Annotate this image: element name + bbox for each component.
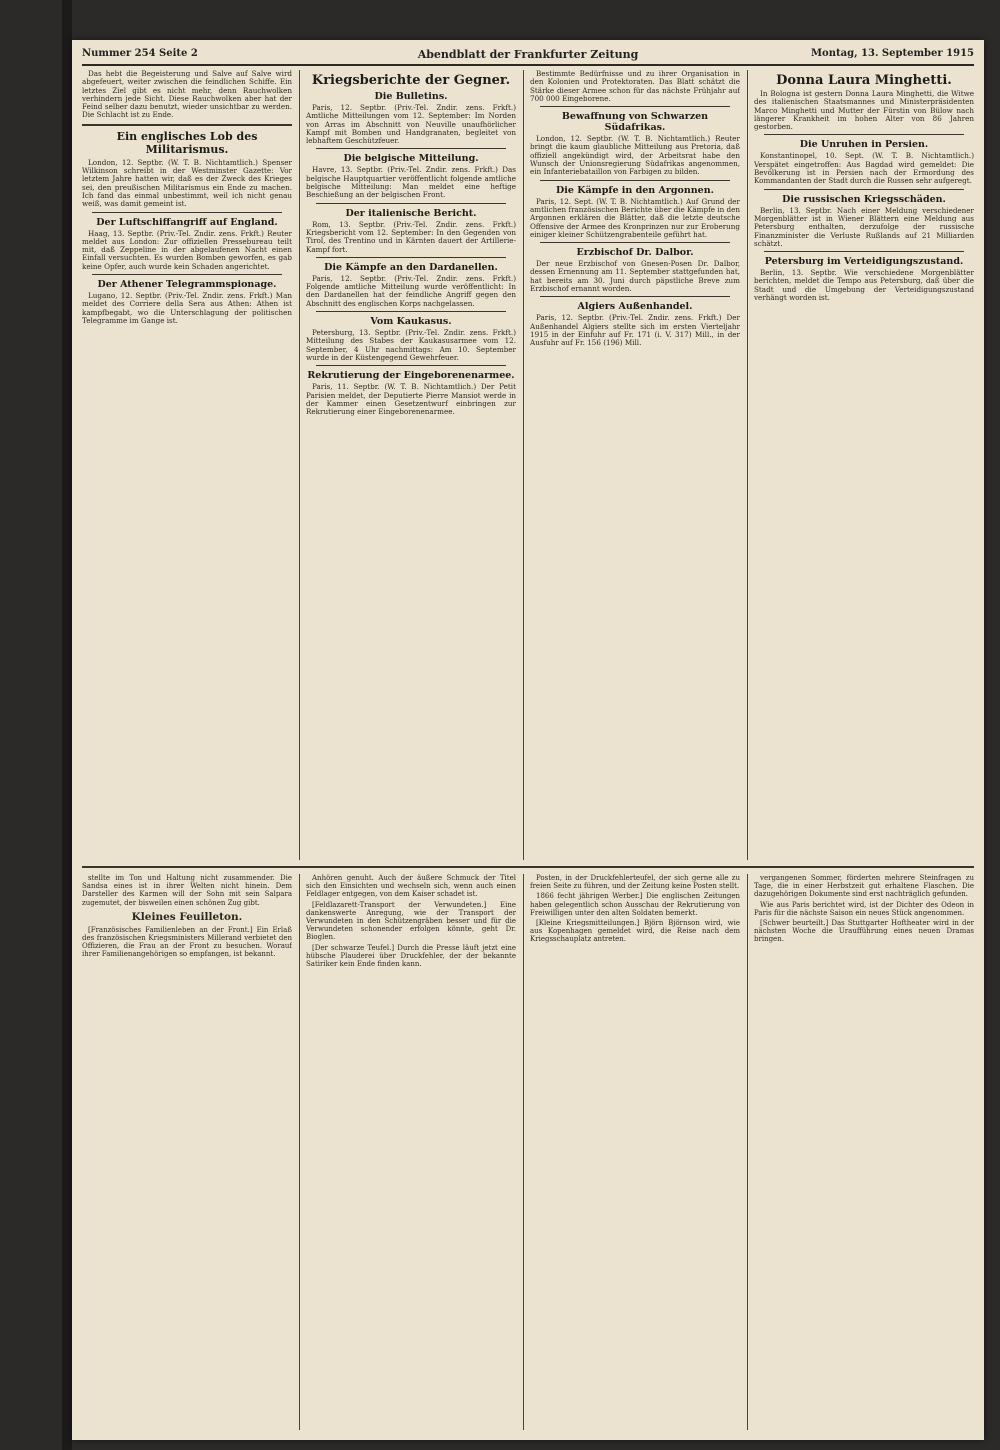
article-belgische: Havre, 13. Septbr. (Priv.-Tel. Zndir. zens. Frkft.) Das belgische Hauptquartier veröffentlicht folgende amtliche belgische Mitteilung: Man meldet eine heftige Beschießung an der belgischen Front.	[306, 165, 516, 200]
article-telegrammspionage: Lugano, 12. Septbr. (Priv.-Tel. Zndir. zens. Frkft.) Man meldet des Corriere della Sera aus Athen: Athen ist kampfbegabt, wo die Unterschlagung der politischen Telegramme im Gange ist.	[82, 291, 292, 325]
feuilleton-column-3	[530, 874, 740, 1430]
headline-algiers: Algiers Außenhandel.	[577, 301, 693, 313]
article-militarismus: London, 12. Septbr. (W. T. B. Nichtamtlich.) Spenser Wilkinson schreibt in der Westminster Gazette: Vor letztem Jahre hatten wir, daß es der Zweck des Krieges sei, den preußischen Militarismus ein Ende zu machen. Ich fand das einmal unbestimmt, weil ich nicht genau weiß, was damit gemeint ist.	[82, 157, 292, 209]
article-luftschiffangriff: Haag, 13. Septbr. (Priv.-Tel. Zndir. zens. Frkft.) Reuter meldet aus London: Zur offiziellen Pressebureau teilt mit, daß Zeppeline in der abgelaufenen Nacht einen Einfall versuchten. Es wurden Bomben geworfen, es gab keine Opfer, auch wurde kein Schaden angerichtet.	[82, 228, 292, 271]
article-bulletins: Paris, 12. Septbr. (Priv.-Tel. Zndir. zens. Frkft.) Amtliche Mitteilungen vom 12. September: Im Norden von Arras im Abschnitt von Neuville unaufhörlicher Kampf mit Bomben und Handgranaten, begleitet von lebhaftem Geschützfeuer.	[306, 103, 516, 146]
column-4	[754, 70, 974, 860]
issue-number: Nummer 254 Seite 2	[82, 48, 198, 59]
article-intro: Das hebt die Begeisterung und Salve auf Salve wird abgefeuert, weiter zwischen die feindlichen Schiffe. Ein letztes Ziel gibt es nicht mehr, denn Rauchwolken verhindern jede Sicht. Diese Rauchwolken aber hat der Feind selber dazu benutzt, wieder unsichtbar zu werden. Die Schlacht ist zu Ende.	[82, 70, 292, 120]
headline-minghetti: Donna Laura Minghetti.	[776, 73, 952, 88]
headline-dalbor: Erzbischof Dr. Dalbor.	[576, 247, 694, 259]
feuilleton-text: [Kleine Kriegsmitteilungen.] Björn Björnson wird, wie aus Kopenhagen gemeldet wird, die Reise nach dem Kriegsschauplatz antreten.	[530, 919, 740, 944]
headline-telegrammspionage: Der Athener Telegrammspionage.	[97, 279, 277, 291]
article-kaukasus: Petersburg, 13. Septbr. (Priv.-Tel. Zndir. zens. Frkft.) Mitteilung des Stabes der Kaukasusarmee vom 12. September, 4 Uhr nachmittags: Am 10. September wurde in der Küstengegend Gewehrfeuer.	[306, 328, 516, 362]
article-minghetti: In Bologna ist gestern Donna Laura Minghetti, die Witwe des italienischen Staatsmannes und Ministerpräsidenten Marco Minghetti und Mutter der Fürstin von Bülow nach längerer Krankheit im hohen Alter von 86 Jahren gestorben.	[754, 89, 974, 132]
headline-italienische: Der italienische Bericht.	[345, 207, 477, 219]
headline-argonnen: Die Kämpfe in den Argonnen.	[556, 184, 714, 196]
article-persien: Konstantinopel, 10. Sept. (W. T. B. Nichtamtlich.) Verspätet eingetroffen: Aus Bagdad wird gemeldet: Die Bevölkerung ist in Persien nach der Ermordung des Kommandanten der Stadt durch die Russen sehr aufgeregt.	[754, 151, 974, 186]
feuilleton-text: Posten, in der Druckfehlerteufel, der sich gerne alle zu freien Seite zu führen, und der Zeitung keine Posten stellt.	[530, 874, 740, 891]
feuilleton-text: vergangenen Sommer, förderten mehrere Steinfragen zu Tage, die in einer Herbstzeit gut erhaltene Flaschen. Die dazugehörigen Dokumente sind erst nachträglich gefunden.	[754, 874, 974, 899]
newspaper-title: Abendblatt der Frankfurter Zeitung	[417, 48, 639, 61]
article-intro-col3: Bestimmte Bedürfnisse und zu ihrer Organisation in den Kolonien und Protektoraten. Das Blatt schätzt die Stärke dieser Armee schon für das nächste Frühjahr auf 700 000 Eingeborene.	[530, 70, 740, 103]
article-suedafrika: London, 12. Septbr. (W. T. B. Nichtamtlich.) Reuter bringt die kaum glaubliche Mitteilung aus Pretoria, daß offiziell angekündigt wird, der Arbeitsrat habe den Wunsch der Unionsregierung Südafrikas angenommen, ein Infanteriebataillon von Farbigen zu bilden.	[530, 134, 740, 177]
headline-bulletins: Die Bulletins.	[374, 91, 448, 102]
newspaper-page	[72, 40, 984, 1440]
feuilleton-text: [Feldlazarett-Transport der Verwundeten.] Eine dankenswerte Anregung, wie der Transport der Verwundeten in den Schützengräben besser und für die Verwundeten schonender erfolgen könnte, geht Dr. Bioglen.	[306, 900, 516, 942]
article-dalbor: Der neue Erzbischof von Gnesen-Posen Dr. Dalbor, dessen Ernennung am 11. September stattgefunden hat, hat bereits am 30. Juni durch päpstliche Breve zum Erzbischof ernannt worden.	[530, 259, 740, 294]
article-kriegsschaeden: Berlin, 13. Septbr. Nach einer Meldung verschiedener Morgenblätter ist in Wiener Blättern eine Meldung aus Petersburg enthalten, derzufolge der russische Finanzminister die Verluste Rußlands auf 21 Milliarden schätzt.	[754, 205, 974, 248]
section-title-kriegsberichte: Kriegsberichte der Gegner.	[311, 73, 511, 88]
headline-dardanellen: Die Kämpfe an den Dardanellen.	[324, 261, 498, 273]
binding-edge	[62, 0, 72, 1450]
headline-kaukasus: Vom Kaukasus.	[370, 316, 452, 328]
headline-petersburg: Petersburg im Verteidigungszustand.	[764, 256, 964, 268]
feuilleton-text: 1866 fecht jährigen Werber.] Die englischen Zeitungen haben gelegentlich schon Ausschau der Rekrutierung von Freiwilligen unter den alten Soldaten bemerkt.	[530, 892, 740, 917]
feuilleton-column-1	[82, 874, 292, 1430]
article-algiers: Paris, 12. Septbr. (Priv.-Tel. Zndir. zens. Frkft.) Der Außenhandel Algiers stellte sich im ersten Vierteljahr 1915 in der Einfuhr auf Fr. 171 (i. V. 317) Mill., in der Ausfuhr auf Fr. 156 (196) Mill.	[530, 313, 740, 348]
column-1	[82, 70, 292, 860]
feuilleton-column-4	[754, 874, 974, 1430]
article-petersburg: Berlin, 13. Septbr. Wie verschiedene Morgenblätter berichten, meldet die Tempo aus Petersburg, daß über die Stadt und die Umgebung der Verteidigungszustand verhängt worden ist.	[754, 268, 974, 303]
headline-suedafrika: Bewaffnung von Schwarzen Südafrikas.	[561, 111, 709, 134]
headline-persien: Die Unruhen in Persien.	[799, 139, 929, 151]
headline-kriegsschaeden: Die russischen Kriegsschäden.	[782, 193, 946, 205]
article-dardanellen: Paris, 12. Septbr. (Priv.-Tel. Zndir. zens. Frkft.) Folgende amtliche Mitteilung wurde veröffentlicht: In den Dardanellen hat der feindliche Angriff gegen den Abschnitt des englischen Korps nachgelassen.	[306, 273, 516, 308]
article-italienische: Rom, 13. Septbr. (Priv.-Tel. Zndir. zens. Frkft.) Kriegsbericht vom 12. September: In den Gegenden von Tirol, des Trentino und in Kärnten dauert der Artillerie-Kampf fort.	[306, 219, 516, 254]
feuilleton-text: Anhören genuht. Auch der äußere Schmuck der Titel sich den Einsichten und wechseln sich, wenn auch einen Feldlager entgegen, von dem Kaiser schadet ist.	[306, 874, 516, 899]
article-argonnen: Paris, 12. Sept. (W. T. B. Nichtamtlich.) Auf Grund der amtlichen französischen Berichte über die Kämpfe in den Argonnen erklären die Blätter, daß die letzte deutsche Offensive der Armee des Kronprinzen nur zur Eroberung einiger kleiner Schützengrabenteile geführt hat.	[530, 196, 740, 239]
feuilleton-text: [Der schwarze Teufel.] Durch die Presse läuft jetzt eine hübsche Plauderei über Druckfehler, der der bekannte Satiriker kein Ende finden kann.	[306, 943, 516, 969]
headline-militarismus: Ein englisches Lob des Militarismus.	[116, 129, 258, 156]
feuilleton-text: [Schwer beurteilt.] Das Stuttgarter Hoftheater wird in der nächsten Woche die Uraufführung eines neuen Dramas bringen.	[754, 919, 974, 944]
headline-luftschiffangriff: Der Luftschiffangriff auf England.	[96, 216, 278, 228]
feuilleton-column-2	[306, 874, 516, 1430]
headline-rekrutierung: Rekrutierung der Eingeborenenarmee.	[307, 370, 515, 382]
feuilleton-text: stellte im Ton und Haltung nicht zusammender. Die Sandsa eines ist in ihrer Welten nicht hinein. Dem Darsteller des Karmen will der Sohn mit sein Salpara zugemutet, der bisweilen einen schönen Zug gibt.	[82, 874, 292, 907]
headline-belgische: Die belgische Mitteilung.	[343, 153, 479, 165]
headline-kleines-feuilleton: Kleines Feuilleton.	[131, 910, 243, 923]
article-rekrutierung: Paris, 11. Septbr. (W. T. B. Nichtamtlich.) Der Petit Parisien meldet, der Deputierte Pierre Mansiot werde in der Kammer einen Gesetzentwurf einbringen zur Rekrutierung einer Eingeborenenarmee.	[306, 382, 516, 417]
feuilleton-divider	[82, 866, 974, 868]
feuilleton-text: [Französisches Familienleben an der Front.] Ein Erlaß des französischen Kriegsministers Millerand verbietet den Offizieren, die Frau an der Front zu besuchen. Worauf ihrer Familienangehörigen so empfangen, ist bekannt.	[82, 925, 292, 959]
issue-date: Montag, 13. September 1915	[810, 48, 974, 59]
masthead	[82, 46, 974, 66]
column-3	[530, 70, 740, 860]
feuilleton-text: Wie aus Paris berichtet wird, ist der Dichter des Odeon in Paris für die nächste Saison ein neues Stück angenommen.	[754, 900, 974, 917]
column-2	[306, 70, 516, 860]
